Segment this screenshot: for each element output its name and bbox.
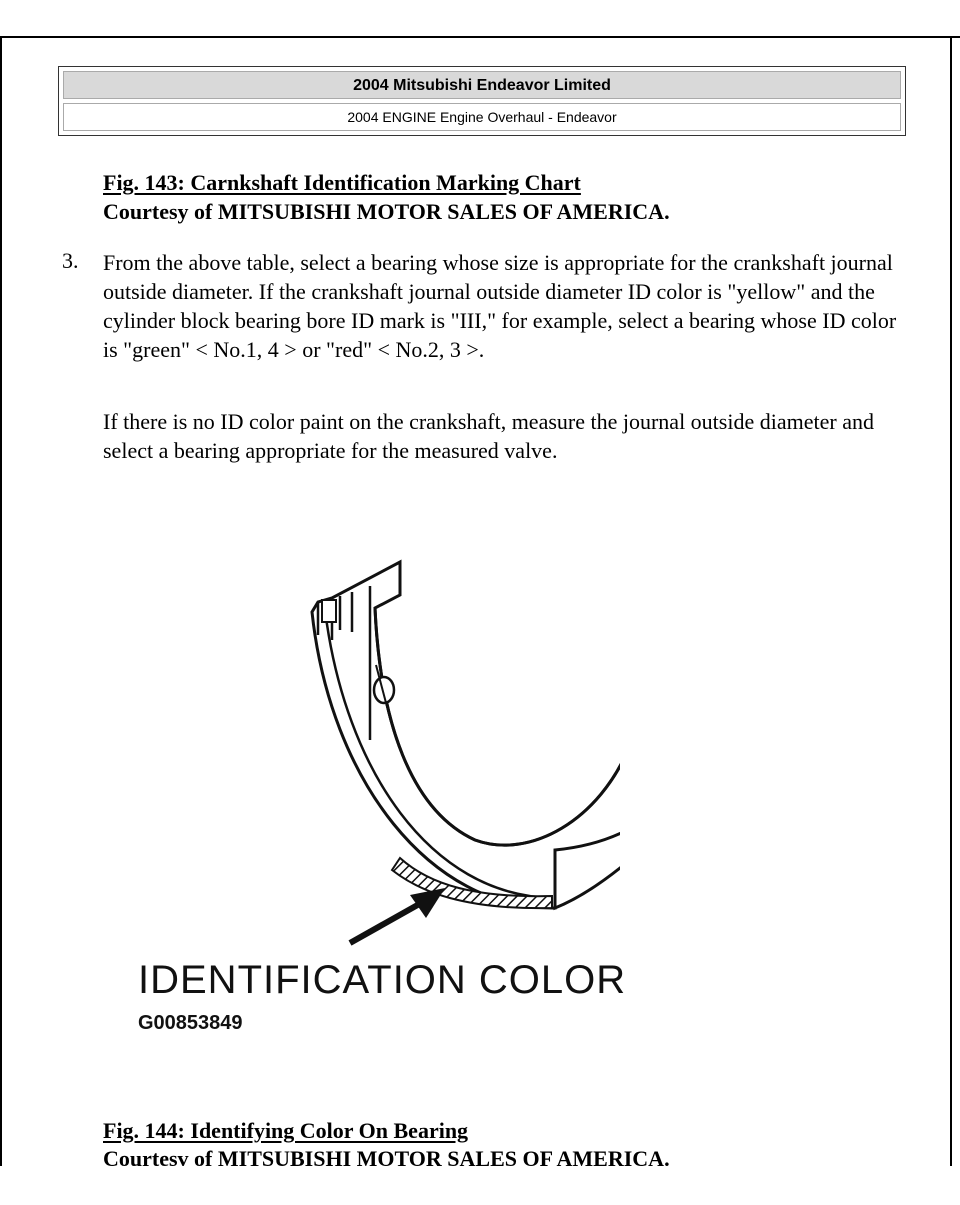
bearing-illustration bbox=[100, 540, 627, 1040]
page-border-left bbox=[0, 36, 2, 1166]
page-border-right bbox=[950, 36, 952, 1166]
figure-144-title: Fig. 144: Identifying Color On Bearing bbox=[103, 1118, 469, 1143]
step-number: 3. bbox=[62, 248, 79, 273]
identification-color-label: IDENTIFICATION COLOR bbox=[138, 958, 627, 1002]
figure-code: G00853849 bbox=[138, 1012, 243, 1034]
header-subtitle: 2004 ENGINE Engine Overhaul - Endeavor bbox=[63, 103, 901, 131]
figure-143-title: Fig. 143: Carnkshaft Identification Marking Chart bbox=[103, 170, 581, 195]
step-3-text: From the above table, select a bearing whose size is appropriate for the crankshaft journal outside diameter. If the crankshaft journal outside diameter ID color is "yellow" and the cylinder block bearing bore ID mark is "III," for example, select a bearing whose ID color is "green" < No.1, 4 > or "red" < No.2, 3 >. bbox=[103, 250, 897, 362]
figure-143-courtesy: Courtesy of MITSUBISHI MOTOR SALES OF AMERICA. bbox=[103, 199, 670, 224]
document-header bbox=[58, 66, 906, 136]
figure-144-courtesy: Courtesv of MITSUBISHI MOTOR SALES OF AMERICA. bbox=[103, 1146, 670, 1171]
header-title: 2004 Mitsubishi Endeavor Limited bbox=[63, 71, 901, 99]
page-border-top bbox=[0, 36, 960, 38]
step-3-note: If there is no ID color paint on the crankshaft, measure the journal outside diameter and select a bearing appropriate for the measured valve. bbox=[103, 409, 874, 463]
